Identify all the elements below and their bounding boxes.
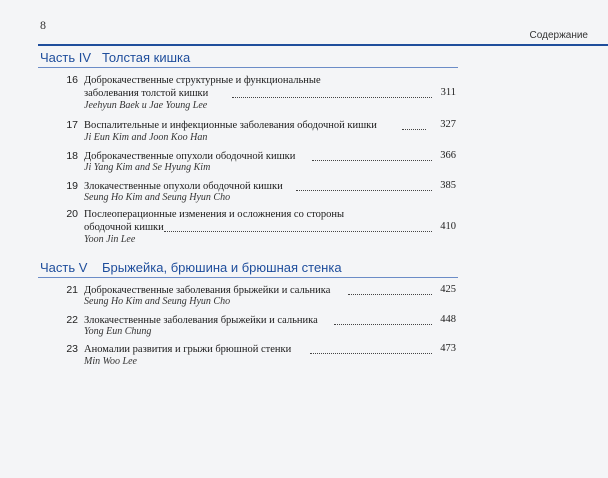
- chapter-title: Доброкачественные структурные и функциональные: [84, 75, 321, 86]
- chapter-number: 18: [66, 150, 78, 162]
- chapter-authors: Min Woo Lee: [84, 356, 137, 367]
- part-name: Толстая кишка: [102, 50, 191, 65]
- chapter-number: 17: [66, 119, 78, 131]
- chapter-number: 23: [66, 343, 78, 355]
- chapter-title: Доброкачественные опухоли ободочной кишки: [84, 151, 296, 162]
- chapter-page: 410: [440, 221, 456, 232]
- dot-leader: [296, 180, 432, 191]
- chapter-title: Злокачественные заболевания брыжейки и сальника: [84, 315, 318, 326]
- dot-leader: [312, 150, 432, 161]
- part-name: Брыжейка, брюшина и брюшная стенка: [102, 260, 342, 275]
- dot-leader: [402, 119, 426, 130]
- chapter-authors: Ji Yang Kim and Se Hyung Kim: [84, 162, 211, 173]
- part-label: Часть IV: [40, 50, 92, 65]
- chapter-number: 20: [66, 208, 78, 220]
- chapter-authors: Seung Ho Kim and Seung Hyun Cho: [84, 296, 231, 307]
- running-head: Содержание: [529, 30, 588, 41]
- chapter-authors: Seung Ho Kim and Seung Hyun Cho: [84, 192, 231, 203]
- chapter-title: Аномалии развития и грыжи брюшной стенки: [84, 344, 292, 355]
- chapter-authors: Yoon Jin Lee: [84, 234, 136, 245]
- chapter-title-line2: заболевания толстой кишки: [84, 88, 209, 99]
- header-rule: [38, 44, 608, 46]
- chapter-title: Воспалительные и инфекционные заболевания ободочной кишки: [84, 120, 377, 131]
- chapter-page: 425: [440, 284, 456, 295]
- dot-leader: [164, 221, 432, 232]
- chapter-authors: Ji Eun Kim and Joon Koo Han: [84, 132, 208, 143]
- page-number: 8: [40, 18, 46, 32]
- chapter-title: Послеоперационные изменения и осложнения со стороны: [84, 209, 344, 220]
- chapter-number: 21: [66, 284, 78, 296]
- dot-leader: [348, 284, 432, 295]
- page-header: [0, 0, 608, 44]
- dot-leader: [310, 343, 432, 354]
- part-rule: [38, 67, 458, 68]
- chapter-page: 327: [440, 119, 456, 130]
- chapter-number: 16: [66, 74, 78, 86]
- chapter-page: 311: [440, 87, 456, 98]
- chapter-page: 448: [440, 314, 456, 325]
- chapter-title: Злокачественные опухоли ободочной кишки: [84, 181, 283, 192]
- part-label: Часть V: [40, 260, 88, 275]
- chapter-page: 366: [440, 150, 456, 161]
- chapter-title: Доброкачественные заболевания брыжейки и сальника: [84, 285, 331, 296]
- chapter-page: 385: [440, 180, 456, 191]
- part-title: [40, 260, 342, 278]
- part-rule: [38, 277, 458, 278]
- chapter-title-line2: ободочной кишки: [84, 222, 164, 233]
- dot-leader: [334, 314, 432, 325]
- dot-leader: [232, 87, 432, 98]
- chapter-page: 473: [440, 343, 456, 354]
- chapter-authors: Jeehyun Baek и Jae Young Lee: [84, 100, 208, 111]
- chapter-authors: Yong Eun Chung: [84, 326, 152, 337]
- part-title: [40, 50, 190, 68]
- chapter-number: 19: [66, 180, 78, 192]
- chapter-number: 22: [66, 314, 78, 326]
